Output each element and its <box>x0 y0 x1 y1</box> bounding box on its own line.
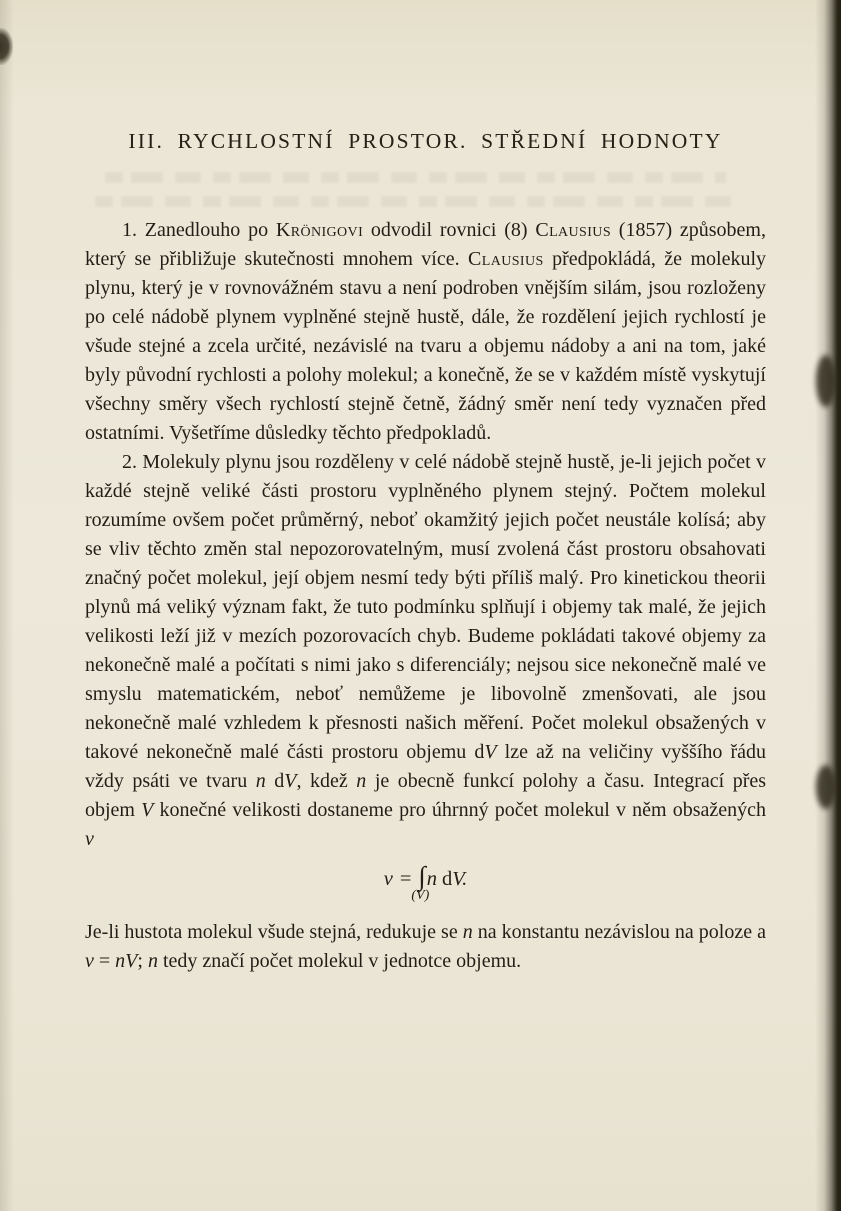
text-run: d <box>265 770 285 792</box>
paragraph-1 <box>85 216 766 448</box>
text-run: lze až na veličiny vyššího řádu vždy psáti ve tvaru <box>85 741 766 792</box>
smallcaps-name: Clausius <box>468 248 544 270</box>
text-run: předpokládá, že molekuly plynu, který je v rovnovážném stavu a není podroben vnějším silám, jsou rozloženy po celé nádobě plynem vyplněné stejně hustě, dále, že rozdělení jejich rychlostí je všude stejné a zcela určité, nezávislé na tvaru a objemu nádoby a ani na tom, jaké byly původní rychlosti a polohy molekul; a konečně, že se v každém místě vyskytují všechny směry všech rychlostí stejně četně, žádný směr není tedy vyznačen před ostatními. Vyšetříme důsledky těchto předpokladů. <box>85 248 766 444</box>
text-run: na konstantu nezávislou na poloze a <box>472 921 766 943</box>
text-run: tedy značí počet molekul v jednotce objemu. <box>157 950 522 972</box>
text-run: Je-li hustota molekul všude stejná, redukuje se <box>85 921 463 943</box>
integral-group <box>411 861 430 903</box>
paragraph-3 <box>85 918 766 976</box>
math-variable: V <box>141 799 154 821</box>
formula-display <box>85 861 766 903</box>
chapter-heading: III. RYCHLOSTNÍ PROSTOR. STŘEDNÍ HODNOTY <box>128 129 723 153</box>
scan-left-shading <box>0 0 14 1211</box>
math-variable: nV <box>115 950 138 972</box>
math-variable: ν <box>85 828 94 850</box>
math-variable: n <box>462 921 473 943</box>
text-run: odvodil rovnici (8) <box>363 219 536 241</box>
text-run: , kdež <box>296 770 357 792</box>
text-run: konečné velikosti dostaneme pro úhrnný počet molekul v něm obsažených <box>153 799 766 821</box>
page-content <box>85 0 766 976</box>
math-variable: V <box>484 741 497 763</box>
formula-integrand-n: n <box>426 868 438 890</box>
text-run: 1. Zanedlouho po <box>122 219 276 241</box>
text-run: = <box>93 950 116 972</box>
math-variable: ν <box>85 950 94 972</box>
integral-lower-limit: (V) <box>411 888 430 903</box>
smallcaps-name: Krönigovi <box>275 219 364 241</box>
math-variable: V <box>284 770 297 792</box>
scan-corner-artifact <box>0 28 13 65</box>
scan-edge-artifact <box>816 765 836 809</box>
integral-sign: ∫ <box>418 861 426 891</box>
text-run: 2. Molekuly plynu jsou rozděleny v celé nádobě stejně hustě, je-li jejich počet v každé stejně veliké části prostoru vyplněného plynem stejný. Počtem molekul rozumíme ovšem počet průměrný, neboť okamžitý jejich počet neustále kolísá; aby se vliv těchto změn stal nepozorovatelným, musí zvolená část prostoru obsahovati značný počet molekul, její objem nesmí tedy býti příliš malý. Pro kinetickou theorii plynů má veliký význam fakt, že tuto podmínku splňují i objemy tak malé, že jejich velikosti leží již v mezích pozorovacích chyb. Budeme pokládati takové objemy za nekonečně malé a počítati s nimi jako s diferenciály; nejsou sice nekonečně malé ve smyslu matematickém, neboť nemůžeme je libovolně zmenšovati, ale jsou nekonečně malé vzhledem k přesnosti našich měření. Počet molekul obsažených v takové nekonečně malé části prostoru objemu d <box>85 451 766 763</box>
formula-differential-d: d <box>442 868 453 890</box>
text-run: ; <box>137 950 148 972</box>
text-run: (1857) způsobem, který se přibližuje skutečnosti mnohem více. <box>85 219 766 270</box>
paragraph-2 <box>85 448 766 854</box>
formula-equals: = <box>399 868 412 890</box>
math-variable: n <box>255 770 266 792</box>
smallcaps-name: Clausius <box>535 219 612 241</box>
text-run: je obecně funkcí polohy a času. Integrací přes objem <box>85 770 767 821</box>
math-variable: n <box>147 950 158 972</box>
scan-edge-artifact <box>816 355 836 407</box>
scan-edge-shadow <box>815 0 841 1211</box>
math-variable: n <box>356 770 367 792</box>
formula-nu: ν <box>383 868 393 890</box>
formula-differential-v: V. <box>452 868 468 890</box>
